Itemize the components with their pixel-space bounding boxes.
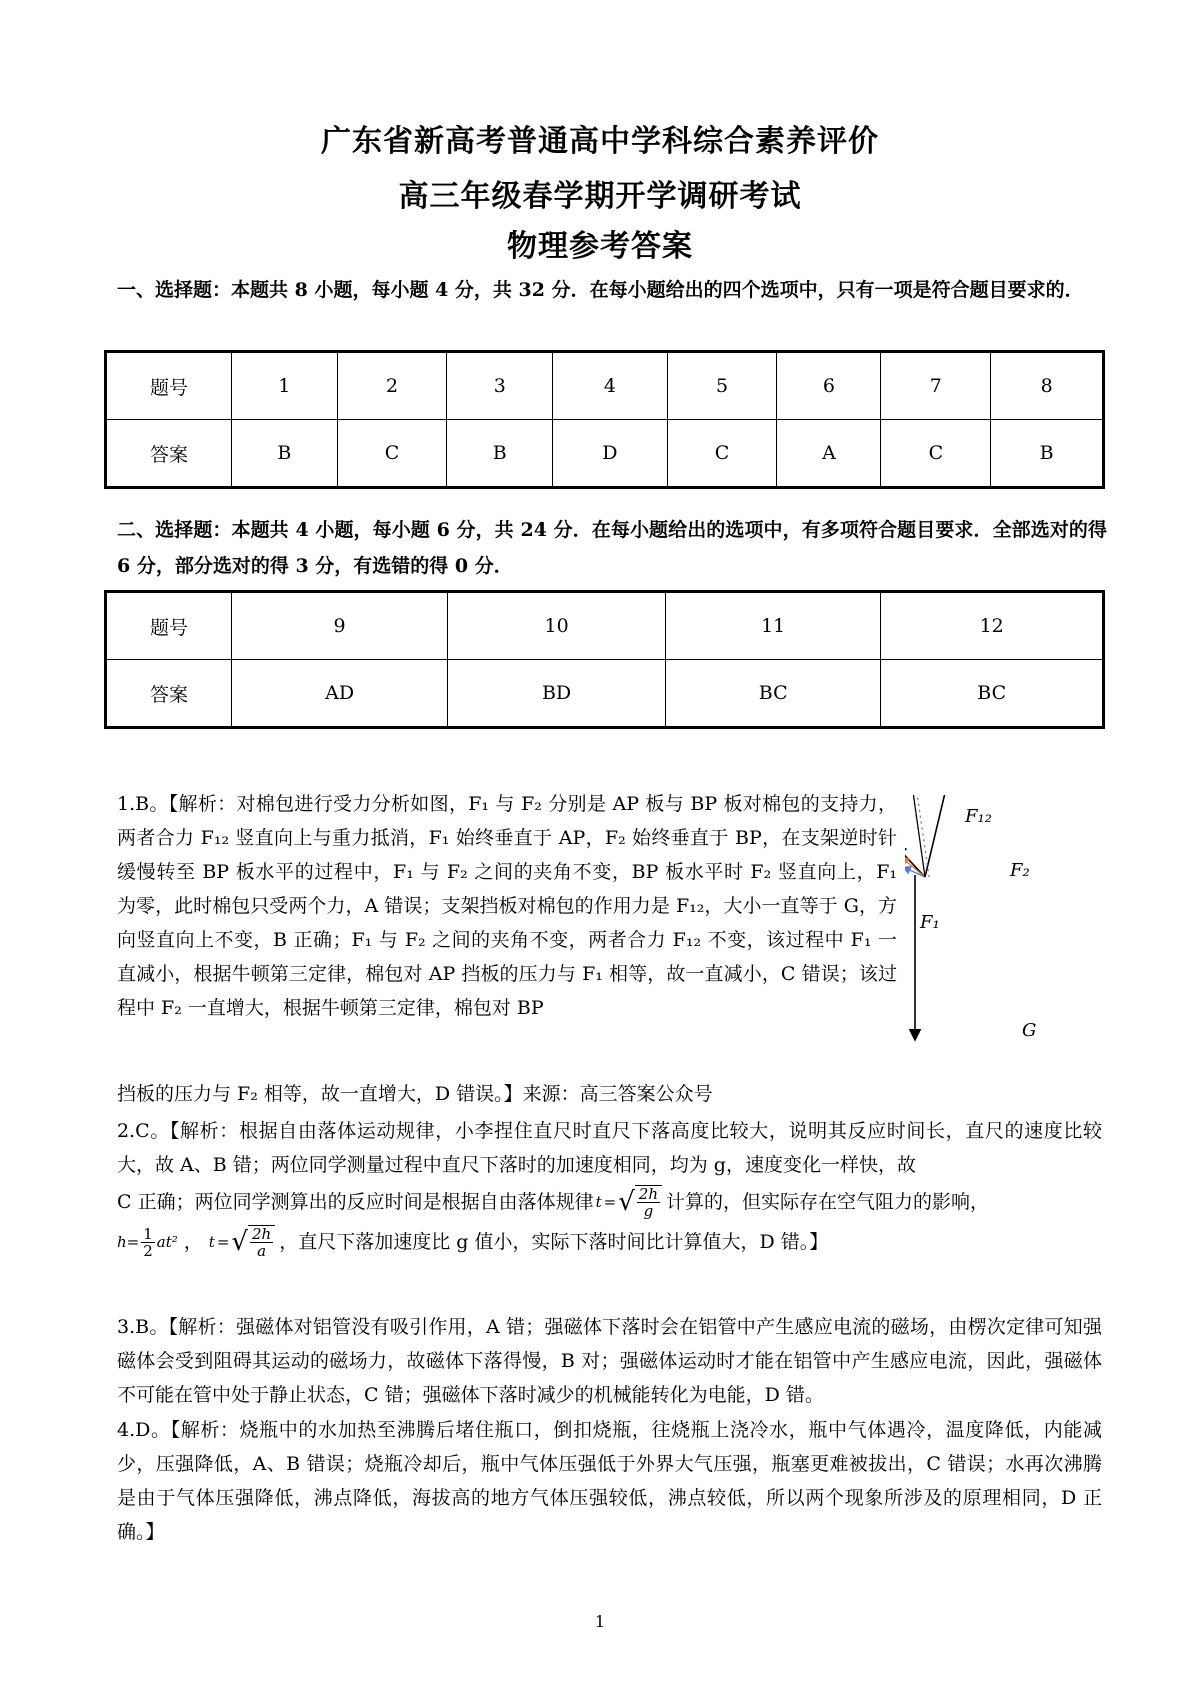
title-line-2: 高三年级春学期开学调研考试 <box>398 179 802 214</box>
label-g: G <box>1022 1020 1037 1041</box>
table-cell: 12 <box>881 592 1104 660</box>
explanation-q2-text-3: ，直尺下落加速度比 g 值小，实际下落时间比计算值大，D 错。】 <box>279 1231 829 1253</box>
formula-t-2: t <box>208 1233 215 1251</box>
table-cell: B <box>991 420 1104 488</box>
explanation-q1-tail <box>117 1077 1102 1111</box>
label-f12: F₁₂ <box>965 806 992 827</box>
table-cell: 6 <box>777 352 881 420</box>
answer-table-1 <box>104 350 1105 489</box>
table-cell: 10 <box>448 592 666 660</box>
frac-num: 2h <box>638 1185 658 1203</box>
formula-comma: ， <box>183 1231 203 1253</box>
explanation-q1 <box>117 787 897 1025</box>
formula-t: t <box>595 1193 602 1211</box>
table-cell: B <box>447 420 553 488</box>
formula-eq-3: = <box>216 1233 230 1251</box>
explanation-q2-line-2 <box>117 1182 1102 1222</box>
formula-eq-2: = <box>126 1233 140 1251</box>
fraction-2h-a <box>250 1226 273 1259</box>
table-cell: A <box>777 420 881 488</box>
table-cell: BD <box>448 660 666 728</box>
table-row <box>106 660 1104 728</box>
explanation-q4-text: 4.D。【解析：烧瓶中的水加热至沸腾后堵住瓶口，倒扣烧瓶，往烧瓶上浇冷水，瓶中气体遇冷，温度降低，内能减少，压强降低，A、B 错误；烧瓶冷却后，瓶中气体压强低于外界大气压强，瓶塞更难被拔出，C 错误；水再次沸腾是由于气体压强降低，沸点降低，海拔高的地方气体压强较低，沸点较低，所以两个现象所涉及的原理相同，D 正确。】 <box>117 1419 1102 1543</box>
explanation-q2-text-2a: C 正确；两位同学测算出的反应时间是根据自由落体规律 <box>117 1191 594 1213</box>
formula-at2: at² <box>156 1233 178 1251</box>
table-cell: 11 <box>666 592 881 660</box>
table-row <box>106 592 1104 660</box>
title-line-1: 广东省新高考普通高中学科综合素养评价 <box>321 124 879 159</box>
frac-den: a <box>257 1242 267 1260</box>
explanation-q2-line-3 <box>117 1222 1102 1262</box>
explanation-q4 <box>117 1413 1102 1549</box>
explanation-q1-tail-text: 挡板的压力与 F₂ 相等，故一直增大，D 错误。】来源：高三答案公众号 <box>117 1083 713 1105</box>
f1-dashed <box>905 795 907 845</box>
table-cell: C <box>881 420 991 488</box>
frac-den: 2 <box>143 1241 153 1260</box>
table-cell: BC <box>881 660 1104 728</box>
fraction-2h-g <box>637 1186 660 1219</box>
explanation-q2-text-2b: 计算的，但实际存在空气阻力的影响， <box>666 1191 990 1213</box>
formula-h: h <box>117 1233 127 1251</box>
section1-heading: 一、选择题：本题共 8 小题，每小题 4 分，共 32 分．在每小题给出的四个选项中，只有一项是符合题目要求的． <box>117 279 1084 301</box>
table-cell: D <box>553 420 668 488</box>
sqrt-sign: √ <box>618 1187 635 1217</box>
label-f1: F₁ <box>920 912 940 933</box>
f2-arrow <box>925 795 950 877</box>
table-cell: 9 <box>232 592 448 660</box>
row-label: 答案 <box>106 420 232 488</box>
formula-eq: = <box>603 1193 617 1211</box>
table-cell: 3 <box>447 352 553 420</box>
sqrt-formula-2 <box>231 1225 275 1259</box>
table-cell: B <box>232 420 338 488</box>
sqrt-sign: √ <box>231 1227 248 1257</box>
frac-num: 2h <box>251 1225 272 1243</box>
table-cell: C <box>337 420 447 488</box>
explanation-q2-text-1: 2.C。【解析：根据自由落体运动规律，小李捏住直尺时直尺下落高度比较大，说明其反应时间长，直尺的速度比较大，故 A、B 错；两位同学测量过程中直尺下落时的加速度相同，均为 g，速度变化一样快，故 <box>117 1120 1102 1176</box>
table-cell: 5 <box>667 352 777 420</box>
frac-den: g <box>643 1202 654 1220</box>
frac-num: 1 <box>143 1224 153 1243</box>
table-cell: 1 <box>232 352 338 420</box>
page-number: 1 <box>594 1612 606 1631</box>
section2-heading: 二、选择题：本题共 4 小题，每小题 6 分，共 24 分．在每小题给出的选项中，有多项符合题目要求．全部选对的得 6 分，部分选对的得 3 分，有选错的得 0 分． <box>117 519 1107 577</box>
table-cell: AD <box>232 660 448 728</box>
table-cell: BC <box>666 660 881 728</box>
explanation-q2 <box>117 1114 1102 1262</box>
table-cell: 7 <box>881 352 991 420</box>
row-label: 题号 <box>106 592 232 660</box>
row-label: 题号 <box>106 352 232 420</box>
table-cell: C <box>667 420 777 488</box>
table-row <box>106 352 1104 420</box>
label-f2: F₂ <box>1010 860 1030 881</box>
fraction-half <box>141 1226 155 1259</box>
row-label: 答案 <box>106 660 232 728</box>
explanation-q3-text: 3.B。【解析：强磁体对铝管没有吸引作用，A 错；强磁体下落时会在铝管中产生感应电流的磁场，由楞次定律可知强磁体会受到阻碍其运动的磁场力，故磁体下落得慢，B 对；强磁体运动时才能在铝管中产生感应电流，因此，强磁体不可能在管中处于静止状态，C 错；强磁体下落时减少的机械能转化为电能，D 错。 <box>117 1316 1102 1406</box>
explanation-q3 <box>117 1310 1102 1412</box>
table-row <box>106 420 1104 488</box>
title-line-3: 物理参考答案 <box>507 229 693 264</box>
sqrt-formula <box>618 1185 662 1219</box>
table-cell: 8 <box>991 352 1104 420</box>
table-cell: 2 <box>337 352 447 420</box>
table-cell: 4 <box>553 352 668 420</box>
answer-table-2 <box>104 590 1105 729</box>
explanation-q1-text: 1.B。【解析：对棉包进行受力分析如图，F₁ 与 F₂ 分别是 AP 板与 BP 板对棉包的支持力，两者合力 F₁₂ 竖直向上与重力抵消，F₁ 始终垂直于 AP，F₂ 始终垂直于 BP，在支架逆时针缓慢转至 BP 板水平的过程中，F₁ 与 F₂ 之间的夹角不变，BP 板水平时 F₂ 竖直向上，F₁ 为零，此时棉包只受两个力，A 错误；支架挡板对棉包的作用力是 F₁₂，大小一直等于 G，方向竖直向上不变，B 正确；F₁ 与 F₂ 之间的夹角不变，两者合力 F₁₂ 不变，该过程中 F₁ 一直减小，根据牛顿第三定律，棉包对 AP 挡板的压力与 F₁ 相等，故一直减小，C 错误；该过程中 F₂ 一直增大，根据牛顿第三定律，棉包对 BP <box>117 793 897 1019</box>
